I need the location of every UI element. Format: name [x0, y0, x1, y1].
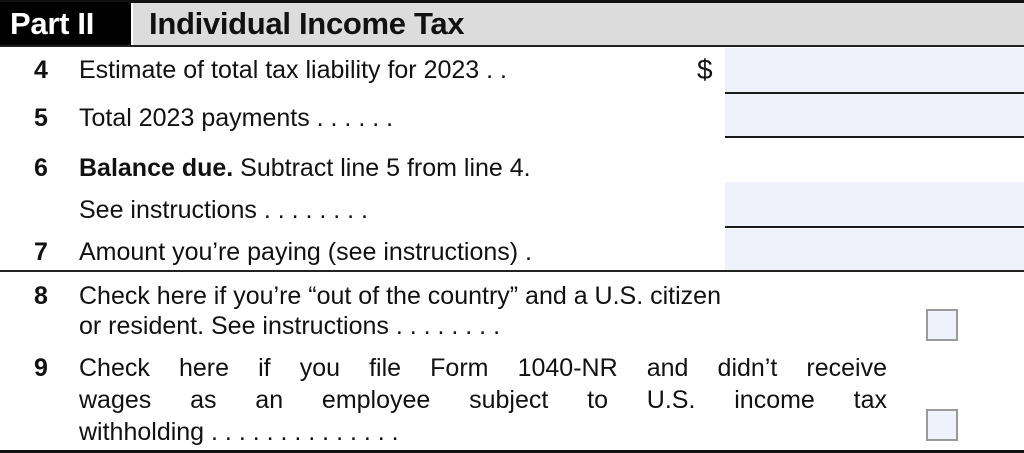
line-label: Estimate of total tax liability for 2023 . . — [79, 56, 507, 84]
line-label: Total 2023 payments . . . . . . — [79, 104, 394, 132]
line-label: Amount you’re paying (see instructions) . — [79, 238, 533, 266]
line-number: 6 — [34, 154, 48, 182]
out-of-country-checkbox[interactable] — [926, 309, 958, 341]
line-number: 5 — [34, 104, 48, 132]
total-payments-input[interactable] — [725, 94, 1024, 138]
header-divider — [0, 45, 1024, 47]
dollar-sign: $ — [697, 54, 713, 85]
form-1040nr-checkbox[interactable] — [926, 409, 958, 441]
section-divider — [0, 270, 1024, 272]
line-label: Check here if you file Form 1040-NR and didn’t receive — [79, 354, 887, 382]
line-number: 9 — [34, 354, 48, 382]
section-title: Individual Income Tax — [133, 3, 1024, 45]
amount-paying-input[interactable] — [725, 229, 1024, 270]
line-label-continued: or resident. See instructions . . . . . . . . — [79, 312, 501, 340]
line-label-continued: wages as an employee subject to U.S. income tax — [79, 386, 887, 414]
tax-liability-input[interactable] — [725, 48, 1024, 94]
line-number: 8 — [34, 282, 48, 310]
line-number: 4 — [34, 56, 48, 84]
line-label: Balance due. Subtract line 5 from line 4. — [79, 154, 531, 182]
line-label-continued: See instructions . . . . . . . . — [79, 196, 369, 224]
line-label-continued: withholding . . . . . . . . . . . . . . — [79, 418, 399, 446]
line-number: 7 — [34, 238, 48, 266]
line-label: Check here if you’re “out of the country” and a U.S. citizen — [79, 282, 721, 310]
part-label: Part II — [0, 2, 131, 46]
balance-due-input[interactable] — [725, 182, 1024, 228]
